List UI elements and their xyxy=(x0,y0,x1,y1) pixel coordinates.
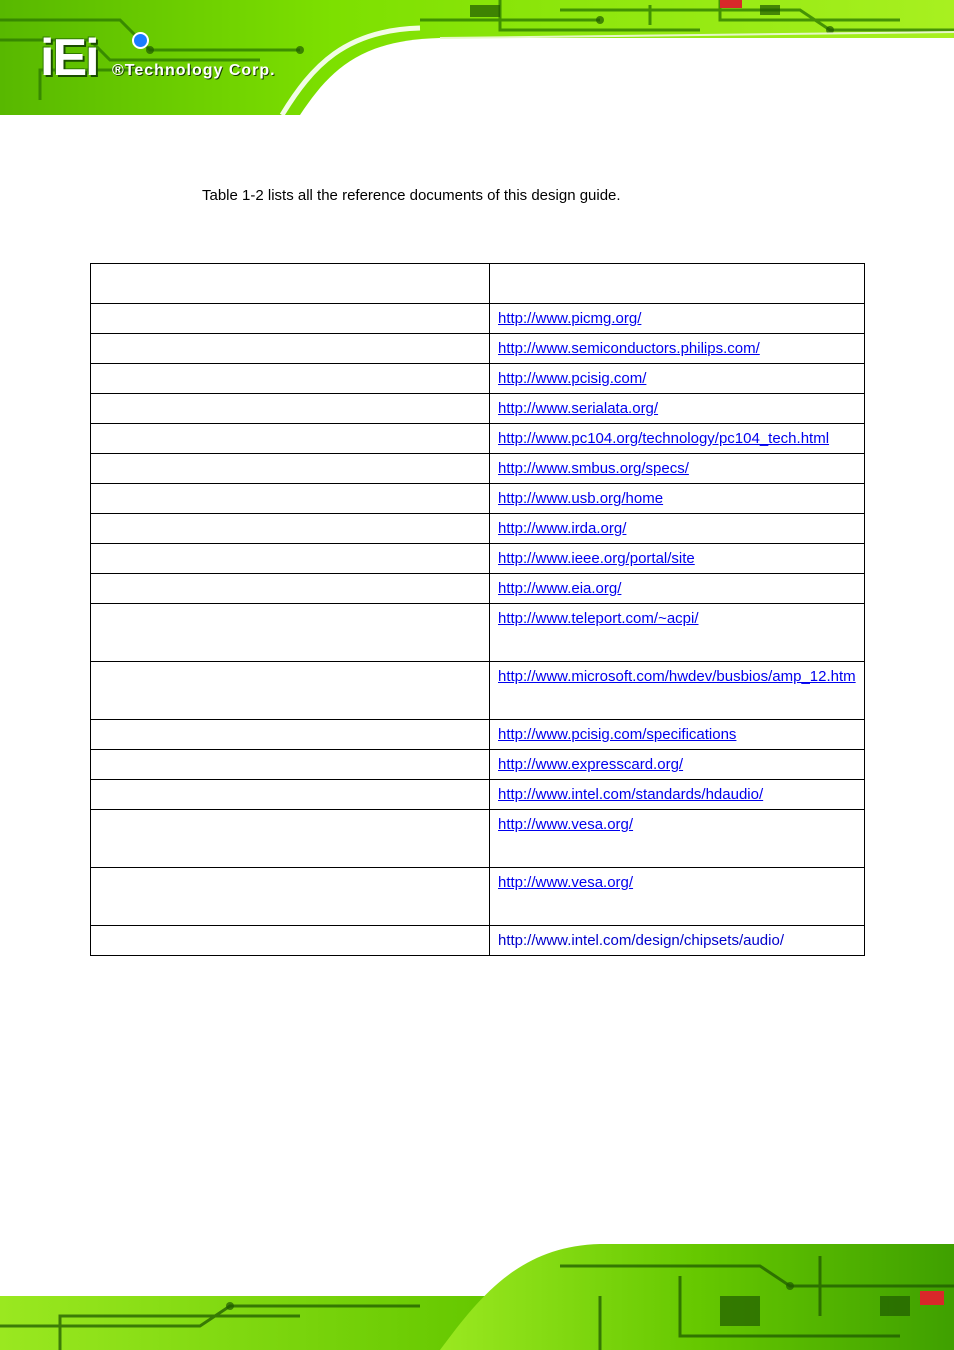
document-cell xyxy=(91,544,490,574)
document-cell xyxy=(91,484,490,514)
header-cell-document xyxy=(91,264,490,304)
table-row xyxy=(91,394,865,424)
document-cell xyxy=(91,454,490,484)
document-cell xyxy=(91,424,490,454)
document-cell xyxy=(91,574,490,604)
header-banner xyxy=(0,0,954,115)
reference-link[interactable]: http://www.expresscard.org/ xyxy=(498,756,684,773)
reference-link[interactable]: http://www.vesa.org/ xyxy=(498,816,634,833)
url-cell xyxy=(490,544,865,574)
table-row xyxy=(91,780,865,810)
document-cell xyxy=(91,334,490,364)
url-cell xyxy=(490,424,865,454)
reference-link[interactable]: http://www.teleport.com/~acpi/ xyxy=(498,610,699,627)
table-row xyxy=(91,604,865,662)
reference-link[interactable]: http://www.smbus.org/specs/ xyxy=(498,460,689,477)
url-cell xyxy=(490,868,865,926)
footer-banner xyxy=(0,1236,954,1350)
circuit-board-graphic xyxy=(0,0,954,115)
document-cell xyxy=(91,780,490,810)
logo-dot-icon xyxy=(132,32,149,49)
document-cell xyxy=(91,394,490,424)
table-row xyxy=(91,750,865,780)
reference-link[interactable]: http://www.semiconductors.philips.com/ xyxy=(498,340,760,357)
document-cell xyxy=(91,514,490,544)
url-cell xyxy=(490,574,865,604)
url-cell xyxy=(490,304,865,334)
url-cell xyxy=(490,750,865,780)
url-cell xyxy=(490,364,865,394)
intro-paragraph: Table 1-2 lists all the reference documents of this design guide. xyxy=(202,187,621,204)
reference-url-text: http://www.intel.com/design/chipsets/audio/ xyxy=(498,932,784,949)
table-row xyxy=(91,424,865,454)
reference-link[interactable]: http://www.pcisig.com/specifications xyxy=(498,726,737,743)
table-row xyxy=(91,454,865,484)
url-cell xyxy=(490,514,865,544)
document-cell xyxy=(91,926,490,956)
logo-mark: iEi xyxy=(40,29,98,87)
table-row xyxy=(91,334,865,364)
document-cell xyxy=(91,810,490,868)
logo-text: ®Technology Corp. xyxy=(112,62,276,79)
table-row xyxy=(91,662,865,720)
url-cell xyxy=(490,926,865,956)
url-cell xyxy=(490,810,865,868)
reference-link[interactable]: http://www.eia.org/ xyxy=(498,580,622,597)
circuit-board-graphic xyxy=(0,1236,954,1350)
table-row xyxy=(91,544,865,574)
document-cell xyxy=(91,662,490,720)
document-cell xyxy=(91,720,490,750)
document-cell xyxy=(91,304,490,334)
table-header-row xyxy=(91,264,865,304)
document-cell xyxy=(91,604,490,662)
url-cell xyxy=(490,454,865,484)
table-row xyxy=(91,304,865,334)
url-cell xyxy=(490,662,865,720)
reference-link[interactable]: http://www.serialata.org/ xyxy=(498,400,659,417)
document-cell xyxy=(91,750,490,780)
url-cell xyxy=(490,334,865,364)
table-row xyxy=(91,926,865,956)
table-row xyxy=(91,868,865,926)
reference-link[interactable]: http://www.pcisig.com/ xyxy=(498,370,647,387)
url-cell xyxy=(490,604,865,662)
table-row xyxy=(91,810,865,868)
table-row xyxy=(91,574,865,604)
reference-link[interactable]: http://www.picmg.org/ xyxy=(498,310,642,327)
table-row xyxy=(91,514,865,544)
reference-link[interactable]: http://www.pc104.org/technology/pc104_tech.html xyxy=(498,430,830,447)
reference-link[interactable]: http://www.irda.org/ xyxy=(498,520,627,537)
url-cell xyxy=(490,720,865,750)
table-row xyxy=(91,720,865,750)
reference-link[interactable]: http://www.microsoft.com/hwdev/busbios/amp_12.htm xyxy=(498,668,856,685)
reference-link[interactable]: http://www.usb.org/home xyxy=(498,490,664,507)
url-cell xyxy=(490,394,865,424)
table-row xyxy=(91,364,865,394)
document-cell xyxy=(91,364,490,394)
reference-documents-table xyxy=(90,263,865,956)
url-cell xyxy=(490,484,865,514)
document-cell xyxy=(91,868,490,926)
table-row xyxy=(91,484,865,514)
reference-link[interactable]: http://www.ieee.org/portal/site xyxy=(498,550,695,567)
reference-link[interactable]: http://www.intel.com/standards/hdaudio/ xyxy=(498,786,764,803)
header-cell-url xyxy=(490,264,865,304)
url-cell xyxy=(490,780,865,810)
reference-link[interactable]: http://www.vesa.org/ xyxy=(498,874,634,891)
